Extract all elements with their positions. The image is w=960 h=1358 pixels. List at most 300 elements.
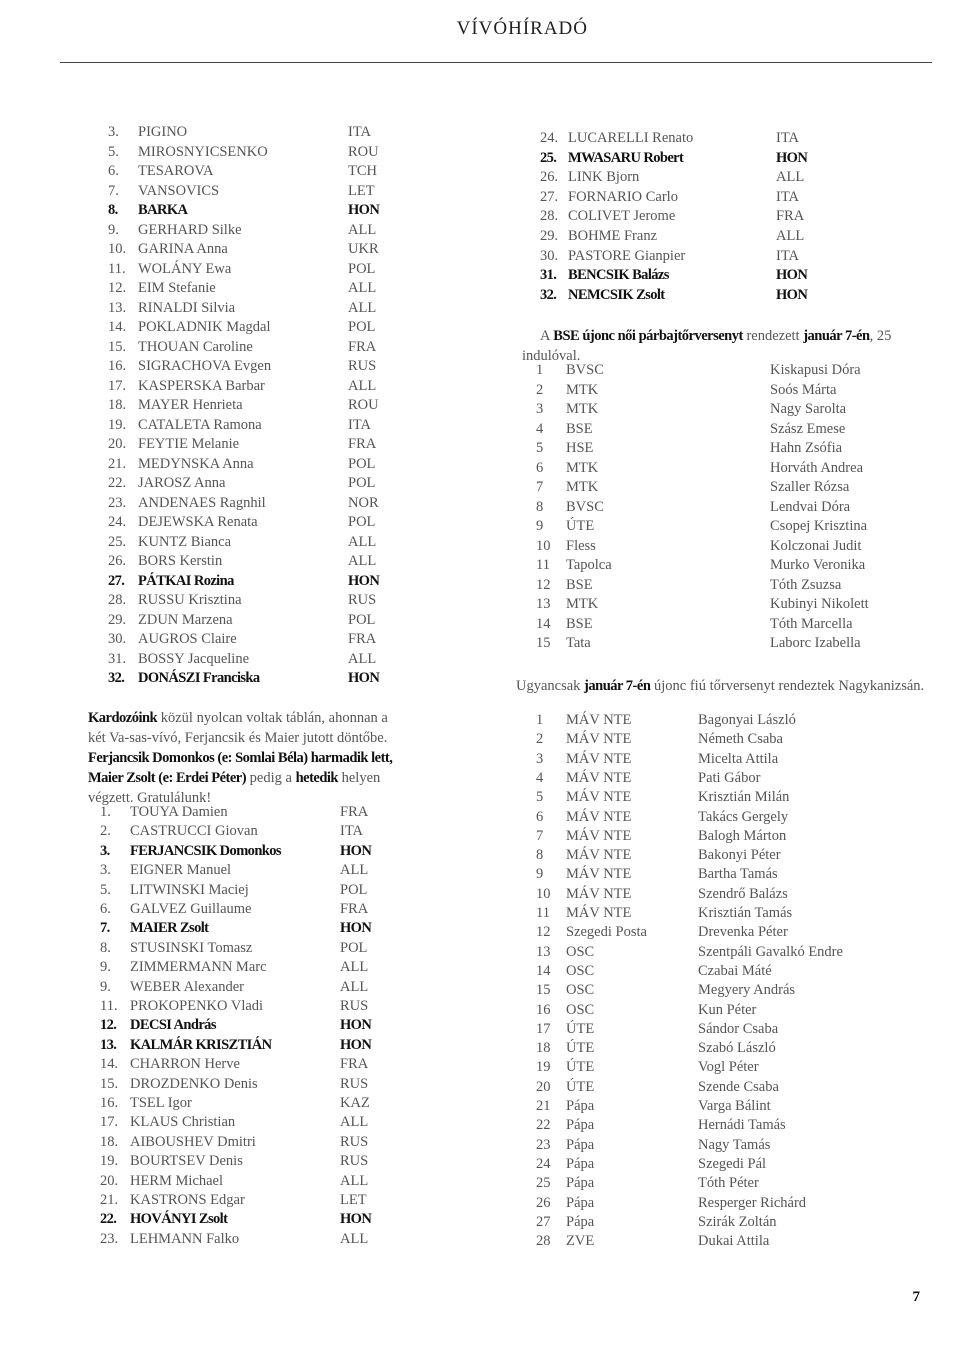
name: Szirák Zoltán <box>698 1213 777 1230</box>
women_list-row <box>108 436 408 456</box>
name: JAROSZ Anna <box>138 475 226 491</box>
name: DEJEWSKA Renata <box>138 514 258 530</box>
name: RINALDI Silvia <box>138 299 236 316</box>
name: LUCARELLI Renato <box>568 130 694 146</box>
rank: 12. <box>108 280 127 296</box>
name: SIGRACHOVA Evgen <box>138 358 272 374</box>
club: Pápa <box>566 1175 595 1192</box>
rank: 15 <box>536 635 551 651</box>
rank: 4 <box>536 420 544 437</box>
club: OSC <box>566 943 595 960</box>
boys_results-row <box>536 1117 936 1137</box>
kardozoink-text: közül nyolcan voltak táblán, ahonnan a két Va-sas-vívó, Ferjancsik és Maier jutott döntőbe. <box>88 710 388 746</box>
name: Hernádi Tamás <box>698 1117 786 1134</box>
boys_results-row <box>536 1021 936 1041</box>
club: Pápa <box>566 1136 595 1153</box>
country: ALL <box>340 978 369 995</box>
women_list-row <box>108 280 408 300</box>
rank: 30. <box>540 247 559 264</box>
country: ALL <box>348 299 377 316</box>
club: OSC <box>566 962 595 979</box>
rank: 20. <box>100 1172 119 1189</box>
name: Krisztián Milán <box>698 789 790 806</box>
country: ITA <box>776 188 799 205</box>
rank: 22 <box>536 1117 551 1134</box>
club: MTK <box>566 596 599 612</box>
name: KASTRONS Edgar <box>130 1192 245 1208</box>
rank: 13 <box>536 943 551 960</box>
club: Pápa <box>566 1098 595 1114</box>
club: OSC <box>566 982 595 999</box>
name: MAIER Zsolt <box>130 920 209 937</box>
rank: 18. <box>100 1133 119 1150</box>
bse_results-row <box>536 401 936 421</box>
name: KLAUS Christian <box>130 1114 236 1131</box>
rank: 26. <box>540 169 559 186</box>
rank: 11 <box>536 905 550 921</box>
rank: 20 <box>536 1078 551 1095</box>
men-results-list <box>100 804 410 1264</box>
rank: 8 <box>536 498 544 515</box>
name: FEYTIE Melanie <box>138 436 240 452</box>
name: THOUAN Caroline <box>138 338 253 355</box>
rank: 21. <box>108 455 127 472</box>
name: Németh Csaba <box>698 731 783 748</box>
men_list_cont-row <box>540 228 840 248</box>
name: EIGNER Manuel <box>130 862 232 879</box>
men_list-row <box>100 920 410 940</box>
name: RUSSU Krisztina <box>138 592 242 608</box>
rank: 13. <box>108 299 127 316</box>
name: BOURTSEV Denis <box>130 1153 243 1170</box>
rank: 5. <box>108 143 119 160</box>
rank: 18. <box>108 397 127 413</box>
men_list-row <box>100 998 410 1018</box>
name: Nagy Tamás <box>698 1136 771 1153</box>
club: Pápa <box>566 1117 595 1134</box>
country: HON <box>340 1036 372 1053</box>
rank: 7 <box>536 479 544 495</box>
women_list-row <box>108 397 408 417</box>
rank: 6 <box>536 808 544 825</box>
rank: 21. <box>100 1192 119 1208</box>
country: POL <box>348 260 376 277</box>
men_list-row <box>100 979 410 999</box>
boys_results-row <box>536 944 936 964</box>
country: ITA <box>776 130 799 146</box>
rank: 5 <box>536 440 544 456</box>
rank: 1 <box>536 712 544 728</box>
men_list_cont-row <box>540 150 840 170</box>
name: LINK Bjorn <box>568 169 640 186</box>
name: GERHARD Silke <box>138 221 242 238</box>
name: Murko Veronika <box>770 557 866 573</box>
hetedik-bold: hetedik <box>295 770 338 786</box>
country: ALL <box>348 650 377 667</box>
country: HON <box>776 267 808 284</box>
country: ITA <box>348 124 371 140</box>
rank: 28. <box>540 208 559 225</box>
rank: 9. <box>100 978 111 995</box>
club: Tata <box>566 635 591 651</box>
men_list-row <box>100 1134 410 1154</box>
club: Pápa <box>566 1194 595 1211</box>
name: HERM Michael <box>130 1172 224 1189</box>
name: Drevenka Péter <box>698 924 788 941</box>
name: Bagonyai László <box>698 712 796 728</box>
country: FRA <box>340 901 369 917</box>
name: TESAROVA <box>138 163 214 179</box>
name: Horváth Andrea <box>770 459 864 476</box>
rank: 31. <box>108 650 127 667</box>
rank: 26. <box>108 553 127 569</box>
club: ZVE <box>566 1233 595 1250</box>
name: Tóth Péter <box>698 1175 759 1192</box>
name: Tóth Zsuzsa <box>770 576 842 593</box>
rank: 23 <box>536 1136 551 1153</box>
rank: 6 <box>536 459 544 476</box>
rank: 12. <box>100 1017 117 1034</box>
men_list-row <box>100 1231 410 1251</box>
club: MÁV NTE <box>566 712 632 728</box>
bse_results-row <box>536 616 936 636</box>
name: ZDUN Marzena <box>138 611 233 628</box>
name: Varga Bálint <box>698 1098 771 1114</box>
country: ROU <box>348 397 379 413</box>
club: BVSC <box>566 362 604 378</box>
rank: 8 <box>536 847 544 864</box>
bse_results-row <box>536 518 936 538</box>
country: POL <box>348 475 376 491</box>
page-title: VÍVÓHÍRADÓ <box>456 18 588 39</box>
name: GALVEZ Guillaume <box>130 901 252 917</box>
name: COLIVET Jerome <box>568 208 676 225</box>
women_list-row <box>108 358 408 378</box>
club: MTK <box>566 479 599 495</box>
club: MÁV NTE <box>566 885 632 902</box>
women_list-row <box>108 319 408 339</box>
women_list-row <box>108 612 408 632</box>
boys_results-row <box>536 1059 936 1079</box>
name: ANDENAES Ragnhil <box>138 494 266 511</box>
country: ALL <box>340 1172 369 1189</box>
rank: 3. <box>100 842 110 859</box>
country: ROU <box>348 143 379 160</box>
name: Dukai Attila <box>698 1233 770 1250</box>
paragraph-rest: helyen végzett. Gratulálunk! <box>88 770 381 806</box>
boys_results-row <box>536 982 936 1002</box>
country: HON <box>776 286 808 303</box>
boys_results-row <box>536 847 936 867</box>
country: ALL <box>340 862 369 879</box>
boys_results-row <box>536 924 936 944</box>
rank: 7. <box>100 920 110 937</box>
club: ÚTE <box>566 518 595 534</box>
rank: 11. <box>100 998 118 1014</box>
name: Kiskapusi Dóra <box>770 362 861 378</box>
country: POL <box>340 939 368 956</box>
boys_results-row <box>536 789 936 809</box>
club: ÚTE <box>566 1020 595 1037</box>
ferjancsik-maier-bold: Ferjancsik Domonkos (e: Somlai Béla) harmadik lett, Maier Zsolt (e: Erdei Péter) <box>88 750 393 786</box>
club: HSE <box>566 440 594 456</box>
rank: 17 <box>536 1020 551 1037</box>
rank: 13. <box>100 1036 117 1053</box>
rank: 12 <box>536 576 551 593</box>
name: Vogl Péter <box>698 1059 759 1076</box>
paragraph-mid: pedig a <box>246 770 296 786</box>
name: Szabó László <box>698 1040 776 1057</box>
bse_results-row <box>536 460 936 480</box>
club: MÁV NTE <box>566 847 632 864</box>
country: ALL <box>776 228 805 244</box>
rank: 13 <box>536 596 551 612</box>
men-results-list-continued <box>540 130 840 310</box>
boys-intro-paragraph: Ugyancsak január 7-én újonc fiú tőrversenyt rendeztek Nagykanizsán. <box>516 678 925 694</box>
men_list-row <box>100 882 410 902</box>
rank: 18 <box>536 1040 551 1057</box>
name: TOUYA Damien <box>130 804 228 820</box>
club: MÁV NTE <box>566 750 632 767</box>
club: MÁV NTE <box>566 808 632 825</box>
bse_results-row <box>536 362 936 382</box>
boys_results-row <box>536 1002 936 1022</box>
name: Sándor Csaba <box>698 1020 779 1037</box>
country: RUS <box>348 592 377 608</box>
rank: 11 <box>536 557 550 573</box>
rank: 15. <box>108 338 127 355</box>
country: ALL <box>348 221 377 238</box>
country: RUS <box>340 998 369 1014</box>
rank: 24. <box>108 514 127 530</box>
name: Nagy Sarolta <box>770 401 847 417</box>
women_list-row <box>108 631 408 651</box>
name: Krisztián Tamás <box>698 905 793 921</box>
country: POL <box>340 881 368 898</box>
name: Soós Márta <box>770 381 837 398</box>
rank: 22. <box>108 475 127 491</box>
club: Pápa <box>566 1213 595 1230</box>
women-results-list <box>108 124 408 694</box>
women_list-row <box>108 378 408 398</box>
bse-intro-paragraph: A BSE újonc női párbajtőrversenyt rendezett január 7-én, 25 indulóval. <box>522 328 892 364</box>
rank: 24. <box>540 130 559 146</box>
name: TSEL Igor <box>130 1095 192 1111</box>
rank: 28 <box>536 1233 551 1250</box>
rank: 14. <box>100 1056 119 1073</box>
women_list-row <box>108 573 408 593</box>
rank: 32. <box>540 286 557 303</box>
women_list-row <box>108 456 408 476</box>
men_list-row <box>100 1037 410 1057</box>
name: Szegedi Pál <box>698 1155 767 1172</box>
boys_results-row <box>536 828 936 848</box>
country: RUS <box>340 1075 369 1092</box>
bse_results-row <box>536 635 936 655</box>
rank: 17. <box>108 377 127 394</box>
name: GARINA Anna <box>138 241 228 257</box>
rank: 3 <box>536 401 544 417</box>
club: BSE <box>566 576 593 593</box>
boys_results-row <box>536 1098 936 1118</box>
boys_results-row <box>536 770 936 790</box>
women_list-row <box>108 124 408 144</box>
boys_results-row <box>536 1214 936 1234</box>
name: CATALETA Ramona <box>138 416 262 433</box>
rank: 19 <box>536 1059 551 1076</box>
country: ALL <box>348 377 377 394</box>
rank: 29. <box>108 611 127 628</box>
club: MÁV NTE <box>566 731 632 748</box>
name: Tóth Marcella <box>770 615 853 632</box>
name: FERJANCSIK Domonkos <box>130 842 281 859</box>
rank: 2 <box>536 731 544 748</box>
rank: 27. <box>540 188 559 205</box>
rank: 28. <box>108 592 127 608</box>
women_list-row <box>108 651 408 671</box>
rank: 3. <box>108 124 119 140</box>
kardozoink-paragraph-1 <box>88 708 408 748</box>
boys-results-table <box>536 712 936 1262</box>
name: Hahn Zsófia <box>770 440 843 456</box>
name: Czabai Máté <box>698 962 772 979</box>
rank: 14. <box>108 319 127 335</box>
rank: 24 <box>536 1155 551 1172</box>
rank: 11. <box>108 260 126 277</box>
bse_results-row <box>536 479 936 499</box>
country: LET <box>340 1192 367 1208</box>
name: Kolczonai Judit <box>770 537 862 554</box>
men_list-row <box>100 1192 410 1212</box>
bse_results-row <box>536 440 936 460</box>
women_list-row <box>108 553 408 573</box>
country: RUS <box>340 1153 369 1170</box>
country: FRA <box>340 1056 369 1073</box>
name: FORNARIO Carlo <box>568 188 678 205</box>
name: PIGINO <box>138 124 188 140</box>
country: FRA <box>776 208 805 225</box>
name: KASPERSKA Barbar <box>138 377 265 394</box>
country: RUS <box>348 358 377 374</box>
rank: 6. <box>100 901 111 917</box>
rank: 5. <box>100 881 111 898</box>
club: MÁV NTE <box>566 769 632 786</box>
name: ZIMMERMANN Marc <box>130 959 267 976</box>
rank: 8. <box>108 202 118 218</box>
men_list-row <box>100 1173 410 1193</box>
women_list-row <box>108 592 408 612</box>
rank: 16. <box>100 1095 119 1111</box>
boys_results-row <box>536 1233 936 1253</box>
name: VANSOVICS <box>138 182 220 199</box>
country: LET <box>348 182 375 199</box>
men_list-row <box>100 843 410 863</box>
women_list-row <box>108 144 408 164</box>
boys_results-row <box>536 712 936 732</box>
women_list-row <box>108 163 408 183</box>
country: POL <box>348 514 376 530</box>
rank: 9. <box>108 221 119 238</box>
rank: 25. <box>108 533 127 550</box>
name: LITWINSKI Maciej <box>130 881 249 898</box>
rank: 15. <box>100 1075 119 1092</box>
boys_results-row <box>536 1137 936 1157</box>
rank: 23. <box>100 1230 119 1247</box>
country: ITA <box>348 416 371 433</box>
country: ITA <box>776 247 799 264</box>
women_list-row <box>108 339 408 359</box>
country: HON <box>348 202 380 218</box>
name: MEDYNSKA Anna <box>138 455 254 472</box>
boys_results-row <box>536 963 936 983</box>
bse-results-table <box>536 362 936 662</box>
name: AUGROS Claire <box>138 631 237 647</box>
name: DROZDENKO Denis <box>130 1075 258 1092</box>
rank: 4 <box>536 769 544 786</box>
rank: 7. <box>108 182 119 199</box>
men_list_cont-row <box>540 130 840 150</box>
boys_results-row <box>536 886 936 906</box>
club: MÁV NTE <box>566 827 632 844</box>
name: BARKA <box>138 202 188 218</box>
country: ALL <box>340 959 369 976</box>
club: MTK <box>566 381 599 398</box>
men_list_cont-row <box>540 248 840 268</box>
country: ALL <box>348 280 377 296</box>
name: Szász Emese <box>770 420 846 437</box>
name: BENCSIK Balázs <box>568 267 669 284</box>
boys_results-row <box>536 1156 936 1176</box>
name: Kun Péter <box>698 1001 757 1018</box>
club: Fless <box>566 537 596 554</box>
name: WEBER Alexander <box>130 978 244 995</box>
men_list-row <box>100 1153 410 1173</box>
country: HON <box>340 842 372 859</box>
men_list-row <box>100 1017 410 1037</box>
boys_results-row <box>536 905 936 925</box>
club: MÁV NTE <box>566 866 632 883</box>
men_list_cont-row <box>540 267 840 287</box>
rank: 30. <box>108 631 127 647</box>
club: ÚTE <box>566 1078 595 1095</box>
club: MÁV NTE <box>566 789 632 806</box>
name: BORS Kerstin <box>138 553 223 569</box>
country: ALL <box>340 1114 369 1131</box>
men_list-row <box>100 1095 410 1115</box>
name: KUNTZ Bianca <box>138 533 232 550</box>
name: NEMCSIK Zsolt <box>568 286 665 303</box>
country: HON <box>340 1017 372 1034</box>
bse-event-bold: BSE újonc női párbajtőrversenyt <box>553 328 743 344</box>
name: Pati Gábor <box>698 769 761 786</box>
header-rule <box>60 62 932 63</box>
rank: 16 <box>536 1001 551 1018</box>
country: FRA <box>348 338 377 355</box>
rank: 16. <box>108 358 127 374</box>
rank: 20. <box>108 436 127 452</box>
club: MTK <box>566 401 599 417</box>
club: Tapolca <box>566 557 612 573</box>
women_list-row <box>108 670 408 690</box>
rank: 10 <box>536 885 551 902</box>
name: MAYER Henrieta <box>138 397 243 413</box>
name: CHARRON Herve <box>130 1056 240 1073</box>
men_list-row <box>100 823 410 843</box>
country: FRA <box>348 631 377 647</box>
rank: 7 <box>536 827 544 844</box>
rank: 2. <box>100 823 111 840</box>
bse_results-row <box>536 499 936 519</box>
